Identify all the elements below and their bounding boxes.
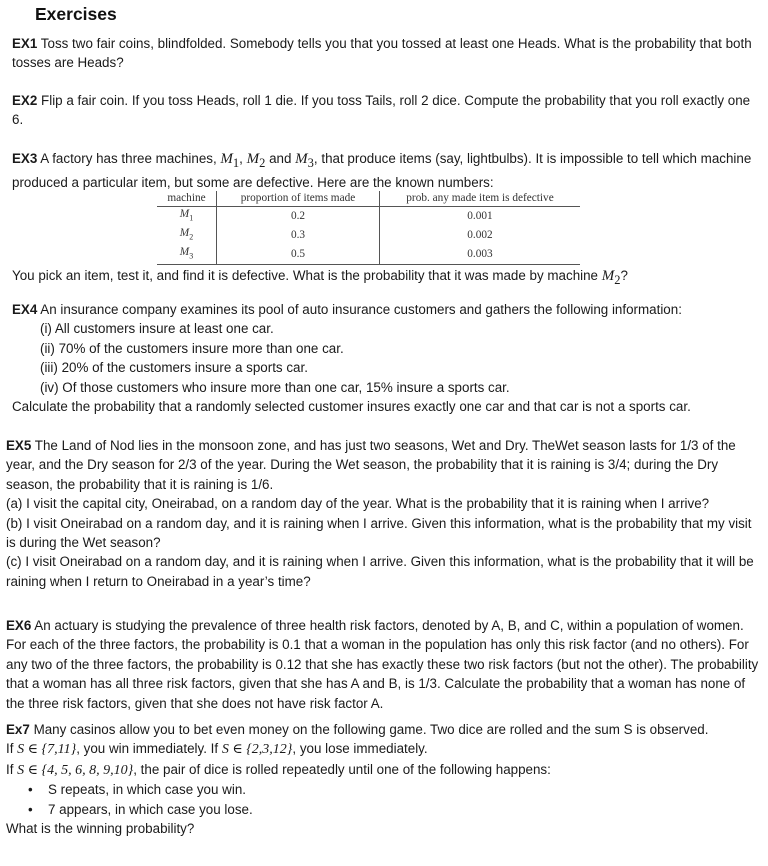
exercise-label: EX1 (12, 36, 38, 51)
exercise-label: EX3 (12, 151, 38, 166)
exercise-question: Calculate the probability that a randomly selected customer insures exactly one car and that car is not a sports car. (12, 399, 691, 415)
exercise-5 (6, 436, 762, 591)
exercise-4 (12, 300, 762, 416)
exercise-7 (6, 720, 762, 838)
exercise-label: EX5 (6, 438, 32, 453)
table-header: prob. any made item is defective (380, 191, 581, 206)
exercise-3: EX3 A factory has three machines, $M_1$, $M_2$ and $M_3$, that produce items (say, lightbulbs). It is impossible to tell which machine produced a particular item, but some are defective. Here are the known numbers: (12, 151, 752, 191)
exercise-text: Many casinos allow you to bet even money on the following game. Two dice are rolled and the sum S is observed. (33, 722, 709, 737)
win-lose-rule: If S ∈ {7,11}, you win immediately. If S ∈ {2,3,12}, you lose immediately. (6, 741, 428, 758)
table-cell-proportion: 0.3 (217, 226, 380, 245)
exercise-label: EX4 (12, 302, 38, 317)
exercise-6 (6, 616, 762, 713)
math-machine-2: $M_2$ (246, 151, 266, 170)
exercise-text: Flip a fair coin. If you toss Heads, roll 1 die. If you toss Tails, roll 2 dice. Compute the probability that you roll exactly one 6. (12, 93, 751, 128)
list-item: (iv) Of those customers who insure more than one car, 15% insure a sports car. (40, 379, 510, 395)
math-machine-1: $M_1$ (220, 151, 240, 170)
table-header: proportion of items made (217, 191, 380, 206)
table-cell-defective: 0.001 (467, 209, 493, 222)
table-cell-proportion: 0.2 (217, 206, 380, 225)
list-item: (ii) 70% of the customers insure more than one car. (40, 340, 344, 356)
table-cell-machine: $M_3$ (157, 245, 217, 264)
exercise-text: The Land of Nod lies in the monsoon zone, and has just two seasons, Wet and Dry. TheWet season lasts for 1/3 of the year, and the Dry season for 2/3 of the year. During the Wet season, the probability that it is raining is 3/4; during the Dry season, the probability that it is raining is 1/6. (6, 438, 736, 492)
exercise-text: A factory has three machines, (40, 151, 221, 166)
table-header: machine (157, 191, 217, 206)
part-c: (c) I visit Oneirabad on a random day, and it is raining when I arrive. Given this information, what is the probability that it will be raining when I return to Oneirabad in a year’s time? (6, 554, 754, 589)
exercise-text: Toss two fair coins, blindfolded. Somebody tells you that you tossed at least one Heads. What is the probability that both tosses are Heads? (12, 36, 752, 71)
table-cell-defective: 0.003 (380, 245, 581, 264)
page-title: Exercises (35, 4, 117, 24)
list-item: (iii) 20% of the customers insure a sports car. (40, 360, 308, 376)
exercise-label: Ex7 (6, 722, 30, 737)
exercise-question: What is the winning probability? (6, 821, 195, 837)
math-machine-2: $M_2$ (601, 268, 621, 287)
list-item: • S repeats, in which case you win. (6, 780, 762, 799)
list-item: • 7 appears, in which case you lose. (6, 800, 762, 819)
table-cell-proportion: 0.5 (217, 245, 380, 264)
machine-table (157, 191, 580, 265)
exercise-text: An insurance company examines its pool of auto insurance customers and gathers the following information: (40, 302, 682, 317)
table-row (157, 245, 580, 264)
exercise-text: An actuary is studying the prevalence of three health risk factors, denoted by A, B, and C, within a population of women. For each of the three factors, the probability is 0.1 that a woman in the population has only this risk factor (and no others). For any two of the three factors, the probability is 0.12 that she has exactly these two risk factors (but not the other). The probability that a woman has all three risk factors, given that she has A and B, is 1/3. Calculate the probability that a woman has none of the three risk factors, given that she does not have risk factor A. (6, 618, 759, 711)
table-row (157, 206, 580, 225)
exercise-1 (12, 34, 762, 73)
table-cell-machine: $M_2$ (157, 226, 217, 245)
table-cell-defective: 0.002 (467, 228, 493, 241)
list-item: (i) All customers insure at least one car. (40, 321, 274, 337)
part-a: (a) I visit the capital city, Oneirabad, on a random day of the year. What is the probability that it is raining when I arrive? (6, 496, 710, 512)
math-machine-3: $M_3$ (295, 151, 314, 170)
bullet-icon: • (28, 801, 33, 817)
exercise-label: EX6 (6, 618, 32, 633)
exercise-2 (12, 91, 762, 130)
bullet-icon: • (28, 782, 33, 798)
table-header-row (157, 191, 580, 206)
part-b: (b) I visit Oneirabad on a random day, and it is raining when I arrive. Given this information, what is the probability that my visit is during the Wet season? (6, 515, 752, 551)
exercise-label: EX2 (12, 93, 38, 108)
table-row (157, 226, 580, 245)
table-cell-machine: $M_1$ (157, 206, 217, 225)
repeat-rule: If S ∈ {4, 5, 6, 8, 9,10}, the pair of dice is rolled repeatedly until one of the following happens: (6, 761, 551, 778)
exercise-3-question: You pick an item, test it, and find it is defective. What is the probability that it was made by machine $M_2$? (12, 268, 628, 287)
